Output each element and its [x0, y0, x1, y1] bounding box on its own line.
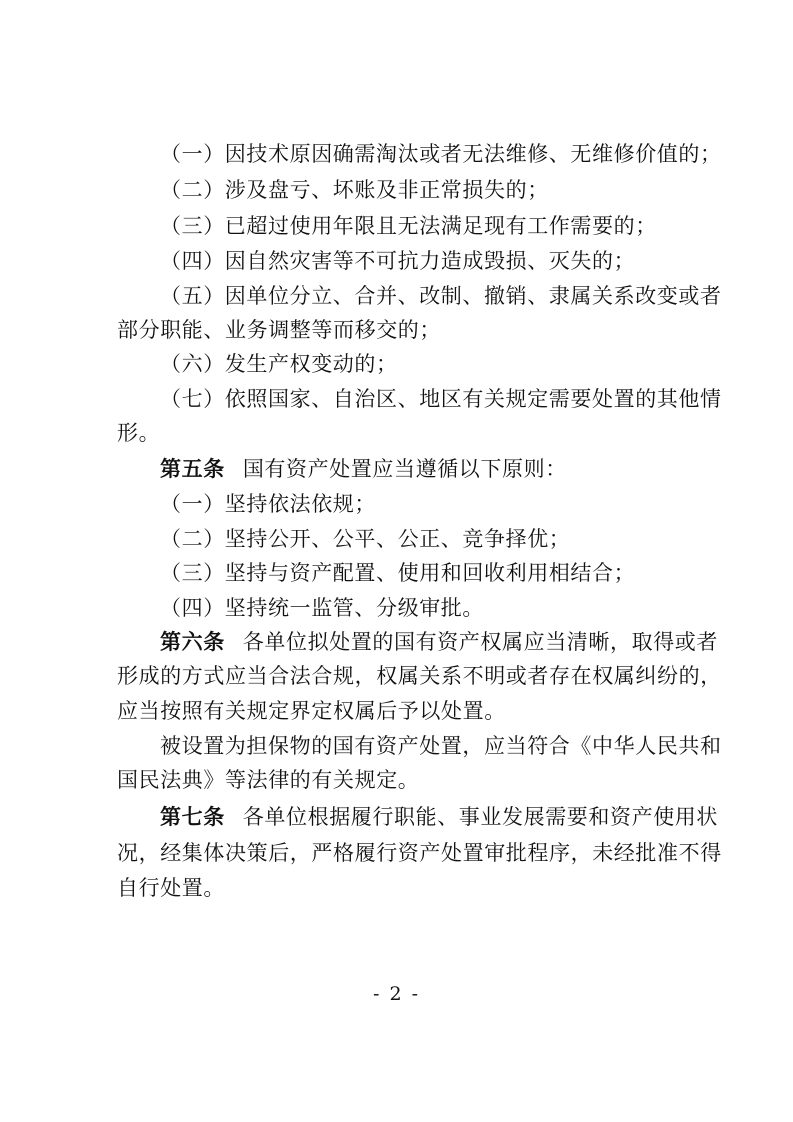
article-5-heading: 第五条 [160, 457, 225, 481]
disposal-case-2: （二）涉及盘亏、坏账及非正常损失的； [160, 178, 549, 202]
disposal-case-5-cont: 部分职能、业务调整等而移交的； [117, 318, 441, 342]
principle-1: （一）坚持依法依规； [160, 492, 376, 516]
article-6-heading: 第六条 [160, 630, 225, 654]
disposal-case-1: （一）因技术原因确需淘汰或者无法维修、无维修价值的； [160, 142, 722, 166]
article-5 [160, 454, 730, 484]
disposal-case-7-cont: 形。 [117, 421, 161, 445]
disposal-case-7: （七）依照国家、自治区、地区有关规定需要处置的其他情 [160, 387, 722, 411]
disposal-case-5: （五）因单位分立、合并、改制、撤销、隶属关系改变或者 [160, 284, 722, 308]
article-7-text-2: 况，经集体决策后，严格履行资产处置审批程序，未经批准不得 [117, 841, 722, 865]
page-number: - 2 - [372, 983, 420, 1005]
article-7-text-3: 自行处置。 [117, 876, 225, 900]
article-5-text: 国有资产处置应当遵循以下原则： [242, 457, 567, 481]
article-7-heading: 第七条 [160, 805, 225, 829]
article-6 [160, 627, 730, 657]
article-6-text-1: 各单位拟处置的国有资产权属应当清晰，取得或者 [242, 630, 719, 654]
disposal-case-3: （三）已超过使用年限且无法满足现有工作需要的； [160, 214, 657, 238]
article-6-para2-1: 被设置为担保物的国有资产处置，应当符合《中华人民共和 [160, 734, 722, 758]
disposal-case-6: （六）发生产权变动的； [160, 352, 398, 376]
article-7-text-1: 各单位根据履行职能、事业发展需要和资产使用状 [242, 805, 719, 829]
principle-2: （二）坚持公开、公平、公正、竞争择优； [160, 527, 571, 551]
disposal-case-4: （四）因自然灾害等不可抗力造成毁损、灭失的； [160, 249, 636, 273]
principle-4: （四）坚持统一监管、分级审批。 [160, 596, 484, 620]
principle-3: （三）坚持与资产配置、使用和回收利用相结合； [160, 561, 636, 585]
article-7 [160, 802, 730, 832]
article-6-text-3: 应当按照有关规定界定权属后予以处置。 [117, 699, 506, 723]
article-6-text-2: 形成的方式应当合法合规，权属关系不明或者存在权属纠纷的， [117, 664, 722, 688]
article-6-para2-2: 国民法典》等法律的有关规定。 [117, 768, 420, 792]
